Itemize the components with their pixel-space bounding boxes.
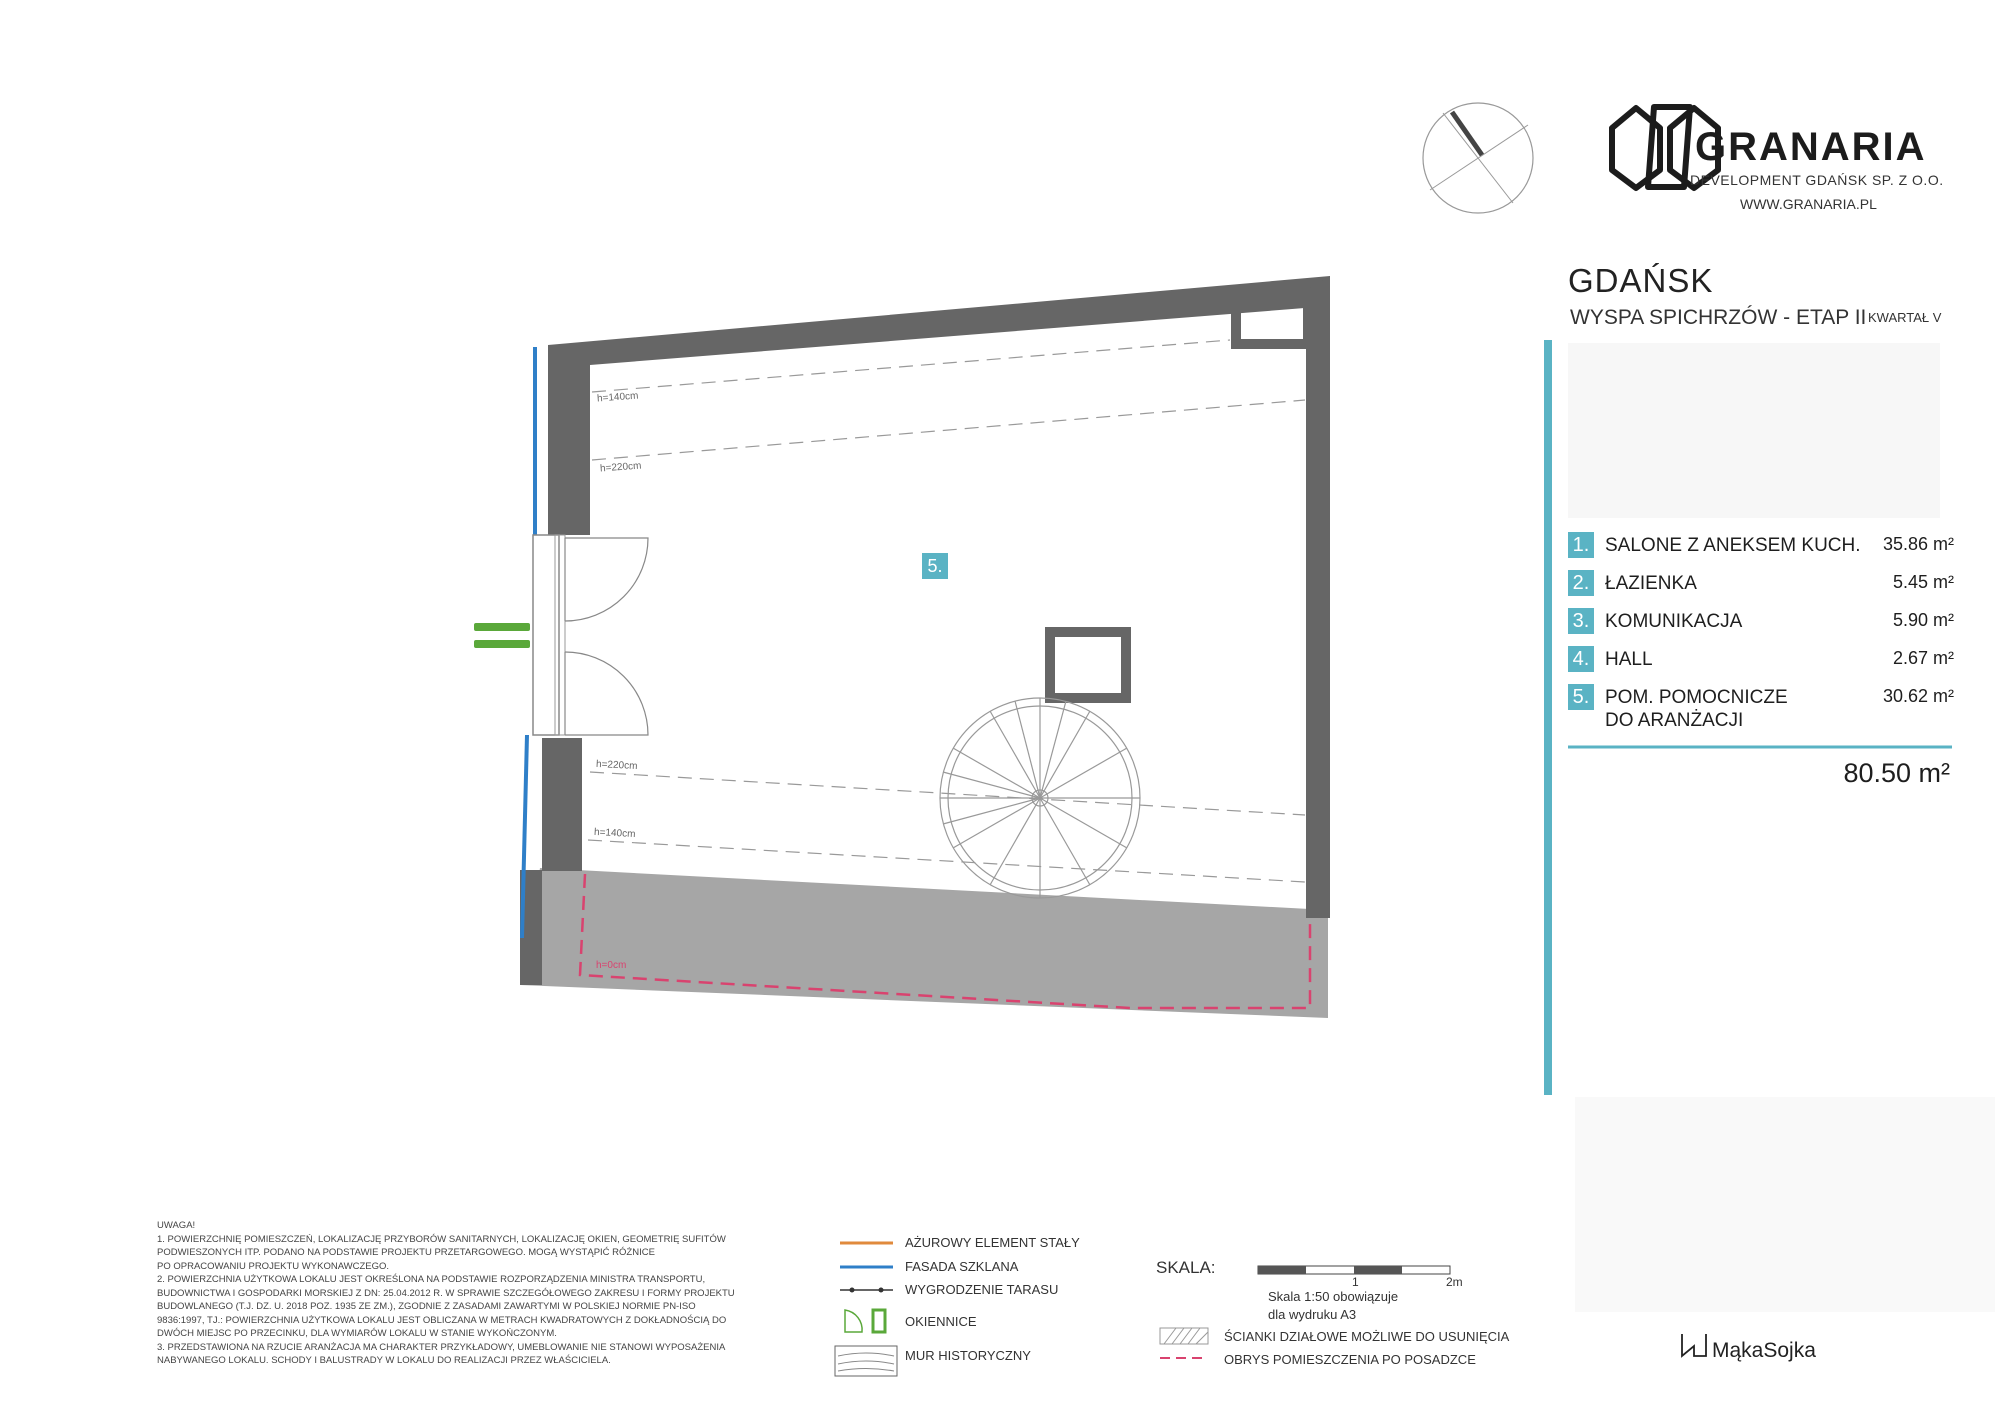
room-row (1568, 646, 1954, 676)
room-row (1568, 570, 1954, 600)
legend-ajour: AŻUROWY ELEMENT STAŁY (905, 1235, 1080, 1250)
credit: MąkaSojka (1712, 1339, 1816, 1362)
room-row (1568, 684, 1954, 734)
accent-bar (1544, 340, 1552, 1095)
chimney (1050, 632, 1126, 698)
notes-line: PODWIESZONYCH ITP. PODANO NA PODSTAWIE PROJEKTU PRZETARGOWEGO. MOGĄ WYSTĄPIĆ RÓŻNICE (157, 1247, 655, 1258)
notes-line: BUDOWLANEGO (T.J. DZ. U. 2018 POZ. 1935 ZE ZM.), ZGODNIE Z ZASADAMI ZAWARTYMI W POLSKIEJ NORMIE PN-ISO (157, 1301, 696, 1312)
wall-right (1306, 276, 1330, 918)
wall-left-upper (548, 345, 590, 535)
notes-title: UWAGA! (157, 1220, 196, 1231)
room-row (1568, 532, 1954, 562)
makasojka-logo-icon (1682, 1334, 1706, 1356)
project-quarter: KWARTAŁ V (1868, 310, 1942, 325)
room-name-line2: DO ARANŻACJI (1605, 710, 1744, 731)
room-name (1605, 686, 1788, 732)
room-name: KOMUNIKACJA (1605, 611, 1743, 632)
notes-line: 2. POWIERZCHNIA UŻYTKOWA LOKALU JEST OKREŚLONA NA PODSTAWIE ROZPORZĄDZENIA MINISTRA TRANSPORTU, (157, 1274, 706, 1285)
legend-floor-outline: OBRYS POMIESZCZENIA PO POSADZCE (1224, 1352, 1476, 1367)
room-number: 1. (1568, 532, 1594, 558)
spiral-staircase (940, 698, 1140, 898)
height-label-220-bottom: h=220cm (595, 758, 638, 773)
notes-line: 9836:1997, TJ.: POWIERZCHNIA UŻYTKOWA LOKALU JEST OBLICZANA W METRACH KWADRATOWYCH Z DOKŁADNOŚCIĄ DO (157, 1314, 727, 1326)
room-name-line1: POM. POMOCNICZE (1605, 687, 1788, 708)
scale-label: SKALA: (1156, 1258, 1216, 1277)
room-number: 2. (1568, 570, 1594, 596)
shutter-upper (474, 623, 530, 631)
height-label-220-top: h=220cm (599, 460, 642, 475)
brand-subtitle: DEVELOPMENT GDAŃSK SP. Z O.O. (1690, 172, 1944, 188)
wall-left-lower (542, 738, 582, 871)
room-area: 5.45 m² (1892, 572, 1954, 592)
height-line-220-bottom (590, 772, 1305, 815)
brand-url: WWW.GRANARIA.PL (1740, 196, 1877, 212)
project-name: WYSPA SPICHRZÓW - ETAP II (1570, 306, 1867, 329)
notes-line: BUDOWNICTWA I GOSPODARKI MORSKIEJ Z DN: 25.04.2012 R. W SPRAWIE SZCZEGÓŁOWEGO ZAKRESU I FORMY PROJEKTU (157, 1287, 735, 1299)
room-name: SALONE Z ANEKSEM KUCH. (1605, 535, 1861, 556)
legend-terrace-fence: WYGRODZENIE TARASU (905, 1282, 1059, 1297)
wall-top (548, 276, 1330, 370)
notes-line: PO OPRACOWANIU PROJEKTU WYKONAWCZEGO. (157, 1260, 390, 1272)
room-row (1568, 608, 1954, 638)
height-line-220-top (592, 400, 1305, 460)
height-line-140-bottom (588, 840, 1305, 882)
room-area: 2.67 m² (1892, 648, 1954, 668)
room-number: 5. (1568, 684, 1594, 710)
brand-name: GRANARIA (1695, 125, 1927, 169)
scale-note-line1: Skala 1:50 obowiązuje (1268, 1289, 1399, 1304)
scale-tick-2: 2m (1446, 1275, 1463, 1289)
room-marker: 5. (922, 553, 948, 579)
notes-line: 1. POWIERZCHNIĘ POMIESZCZEŃ, LOKALIZACJĘ PRZYBORÓW SANITARNYCH, LOKALIZACJĘ OKIEN, GEOMETRIĘ SUFITÓW (157, 1233, 726, 1245)
height-label-140-bottom: h=140cm (593, 826, 636, 841)
notes-line: DWÓCH MIEJSC PO PRZECINKU, DLA WYMIARÓW LOKALU W STANIE WYKOŃCZONYM. (157, 1328, 557, 1339)
legend-historic-wall: MUR HISTORYCZNY (905, 1348, 1031, 1363)
room-name: ŁAZIENKA (1605, 573, 1697, 594)
scale-note (1268, 1288, 1428, 1324)
notes-line: NABYWANEGO LOKALU. SCHODY I BALUSTRADY W LOKALU DO REALIZACJI PRZEZ WŁAŚCICIELA. (157, 1355, 611, 1366)
legend-glass-facade: FASADA SZKLANA (905, 1259, 1019, 1274)
scale-tick-1: 1 (1352, 1275, 1359, 1289)
height-label-0: h=0cm (596, 960, 627, 971)
legend-shutters: OKIENNICE (905, 1314, 977, 1329)
room-name: HALL (1605, 649, 1653, 670)
room-number: 4. (1568, 646, 1594, 672)
compass-icon (1423, 103, 1533, 213)
notes-line: 3. PRZEDSTAWIONA NA RZUCIE ARANŻACJA MA CHARAKTER PRZYKŁADOWY, UMEBLOWANIE NIE STANOWI WYPOSAŻENIA (157, 1341, 726, 1353)
notes (157, 1219, 777, 1368)
city-title: GDAŃSK (1568, 262, 1714, 299)
door-swing-lower (565, 652, 648, 735)
room-area: 30.62 m² (1882, 686, 1954, 706)
room-area: 5.90 m² (1892, 610, 1954, 630)
height-label-140-top: h=140cm (596, 390, 639, 405)
legend-dividing-walls: ŚCIANKI DZIAŁOWE MOŻLIWE DO USUNIĘCIA (1224, 1329, 1510, 1344)
room-number: 3. (1568, 608, 1594, 634)
room-area: 35.86 m² (1882, 534, 1954, 554)
scale-note-line2: dla wydruku A3 (1268, 1307, 1357, 1322)
shutter-lower (474, 640, 530, 648)
total-area: 80.50 m² (1843, 758, 1950, 788)
door-swing-upper (565, 538, 648, 621)
